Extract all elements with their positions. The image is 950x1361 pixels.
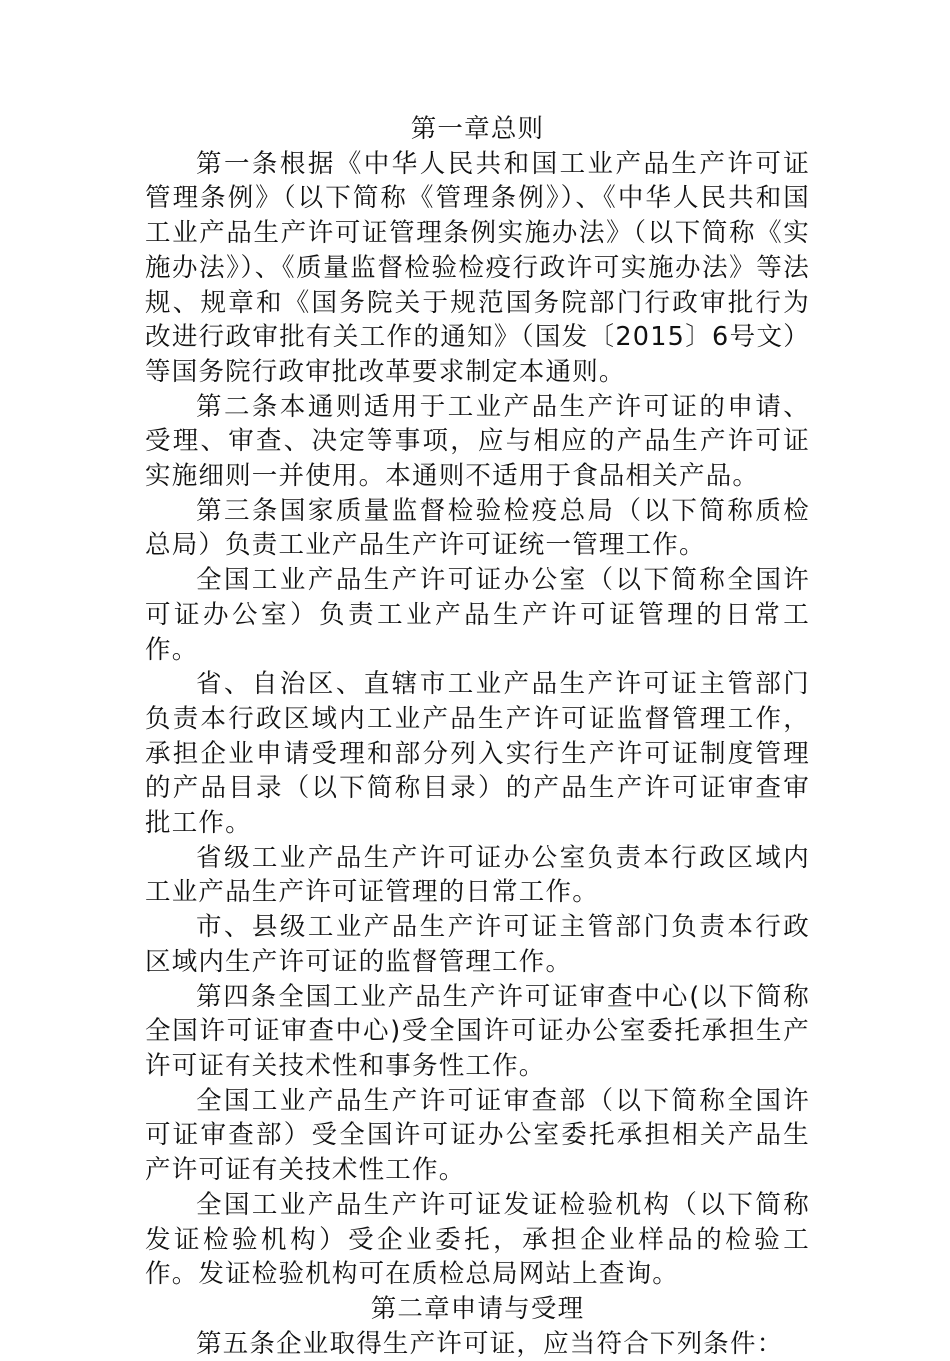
paragraph-article-3: 第三条国家质量监督检验检疫总局（以下简称质检总局）负责工业产品生产许可证统一管理工作。 bbox=[145, 495, 810, 561]
document-body bbox=[145, 112, 810, 1361]
paragraph-article-5: 第五条企业取得生产许可证，应当符合下列条件： bbox=[196, 1328, 784, 1359]
paragraph-city-county: 市、县级工业产品生产许可证主管部门负责本行政区域内生产许可证的监督管理工作。 bbox=[145, 912, 810, 977]
paragraph-national-office: 全国工业产品生产许可证办公室（以下简称全国许可证办公室）负责工业产品生产许可证管理的日常工作。 bbox=[145, 565, 810, 665]
paragraph-provincial-office: 省级工业产品生产许可证办公室负责本行政区域内工业产品生产许可证管理的日常工作。 bbox=[145, 842, 810, 908]
paragraph-provincial-authority: 省、自治区、直辖市工业产品生产许可证主管部门负责本行政区域内工业产品生产许可证监督管理工作，承担企业申请受理和部分列入实行生产许可证制度管理的产品目录（以下简称目录）的产品生产许可证审查审批工作。 bbox=[145, 669, 810, 839]
paragraph-article-4: 第四条全国工业产品生产许可证审查中心(以下简称全国许可证审查中心)受全国许可证办公室委托承担生产许可证有关技术性和事务性工作。 bbox=[145, 981, 810, 1081]
chapter-2-title: 第二章申请与受理 bbox=[370, 1293, 585, 1324]
paragraph-article-2: 第二条本通则适用于工业产品生产许可证的申请、受理、审查、决定等事项，应与相应的产品生产许可证实施细则一并使用。本通则不适用于食品相关产品。 bbox=[145, 391, 810, 492]
paragraph-review-department: 全国工业产品生产许可证审查部（以下简称全国许可证审查部）受全国许可证办公室委托承担相关产品生产许可证有关技术性工作。 bbox=[145, 1085, 810, 1186]
paragraph-article-1: 第一条根据《中华人民共和国工业产品生产许可证管理条例》（以下简称《管理条例》）、《中华人民共和国工业产品生产许可证管理条例实施办法》（以下简称《实施办法》）、《质量监督检验检疫行政许可实施办法》等法规、规章和《国务院关于规范国务院部门行政审批行为改进行政审批有关工作的通知》（国发〔2015〕6号文）等国务院行政审批改革要求制定本通则。 bbox=[145, 148, 810, 387]
chapter-1-title: 第一章总则 bbox=[410, 114, 545, 144]
paragraph-inspection-agency: 全国工业产品生产许可证发证检验机构（以下简称发证检验机构）受企业委托，承担企业样品的检验工作。发证检验机构可在质检总局网站上查询。 bbox=[145, 1189, 810, 1290]
